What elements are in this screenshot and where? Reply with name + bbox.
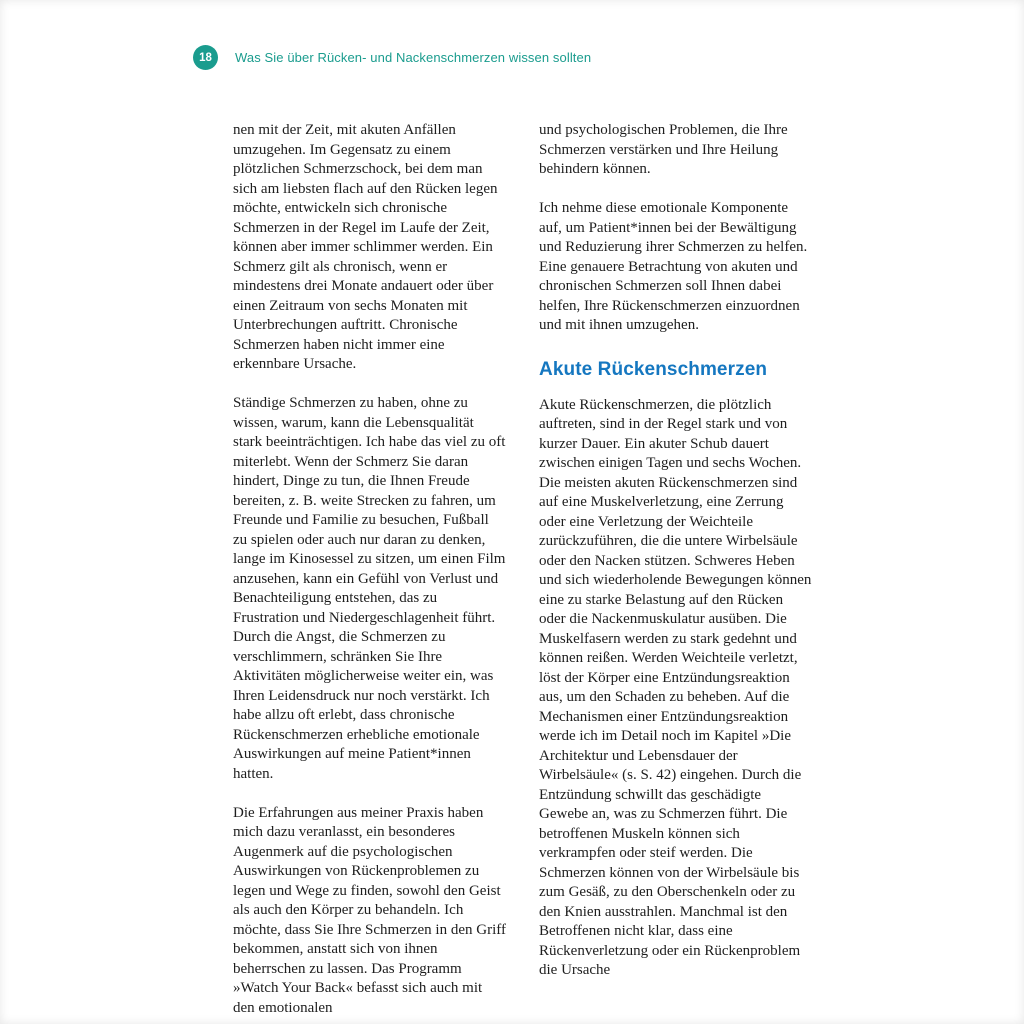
body-paragraph: und psychologischen Problemen, die Ihre Schmerzen verstärken und Ihre Heilung behindern können. xyxy=(539,122,788,177)
body-paragraph: Die Erfahrungen aus meiner Praxis haben mich dazu veranlasst, ein besonderes Augenmerk auf die psychologischen Auswirkungen von Rückenproblemen zu legen und Wege zu finden, sowohl den Geist als auch den Körper zu behandeln. Ich möchte, dass Sie Ihre Schmerzen in den Griff bekommen, anstatt sich von ihnen beherrschen zu lassen. Das Programm »Watch Your Back« befasst sich auch mit den emotionalen xyxy=(233,804,506,1016)
body-paragraph: Akute Rückenschmerzen, die plötzlich auftreten, sind in der Regel stark und von kurzer Dauer. Ein akuter Schub dauert zwischen einigen Tagen und sechs Wochen. Die meisten akuten Rückenschmerzen sind auf eine Muskelverletzung, eine Zerrung oder eine Verletzung der Weichteile zurückzuführen, die die untere Wirbelsäule oder den Nacken stützen. Schweres Heben und sich wiederholende Bewegungen können eine zu starke Belastung auf den Rücken oder die Nackenmuskulatur ausüben. Die Muskelfasern werden zu stark gedehnt und können reißen. Werden Weichteile verletzt, löst der Körper eine Entzündungsreaktion aus, um den Schaden zu beheben. Auf die Mechanismen einer Entzündungsreaktion werde ich im Detail noch im Kapitel »Die Architektur und Lebensdauer der Wirbelsäule« (s. S. 42) eingehen. Durch die Entzündung schwillt das geschädigte Gewebe an, was zu Schmerzen führt. Die betroffenen Muskeln können sich verkrampfen oder steif werden. Die Schmerzen können von der Wirbelsäule bis zum Gesäß, zu den Oberschenkeln oder zu den Knien ausstrahlen. Manchmal ist den Betroffenen nicht klar, dass eine Rückenverletzung oder ein Rückenproblem die Ursache xyxy=(539,396,812,978)
body-paragraph: nen mit der Zeit, mit akuten Anfällen umzugehen. Im Gegensatz zu einem plötzlichen Schmerzschock, bei dem man sich am liebsten flach auf den Rücken legen möchte, entwickeln sich chronische Schmerzen in der Regel im Laufe der Zeit, können aber immer schlimmer werden. Ein Schmerz gilt als chronisch, wenn er mindestens drei Monate andauert oder über einen Zeitraum von sechs Monaten mit Unterbrechungen auftritt. Chronische Schmerzen haben nicht immer eine erkennbare Ursache. xyxy=(233,122,498,372)
right-column xyxy=(539,121,812,1024)
page-number: 18 xyxy=(199,51,212,64)
body-paragraph: Ich nehme diese emotionale Komponente auf, um Patient*innen bei der Bewältigung und Reduzierung ihrer Schmerzen zu helfen. Eine genauere Betrachtung von akuten und chronischen Schmerzen soll Ihnen dabei helfen, Ihre Rückenschmerzen einzuordnen und mit ihnen umzugehen. xyxy=(539,200,808,333)
section-heading: Akute Rückenschmerzen xyxy=(539,358,768,380)
page-number-badge xyxy=(193,45,218,70)
left-column xyxy=(233,121,506,1024)
running-header-title: Was Sie über Rücken- und Nackenschmerzen wissen sollten xyxy=(235,50,592,65)
text-columns xyxy=(233,121,813,1024)
page-header xyxy=(193,45,591,70)
body-paragraph: Ständige Schmerzen zu haben, ohne zu wissen, warum, kann die Lebensqualität stark beeinträchtigen. Ich habe das viel zu oft miterlebt. Wenn der Schmerz Sie daran hindert, Dinge zu tun, die Ihnen Freude bereiten, z. B. weite Strecken zu fahren, um Freunde und Familie zu besuchen, Fußball zu spielen oder auch nur daran zu denken, lange im Kinosessel zu sitzen, um einen Film anzusehen, kann ein Gefühl von Verlust und Benachteiligung entstehen, das zu Frustration und Niedergeschlagenheit führt. Durch die Angst, die Schmerzen zu verschlimmern, schränken Sie Ihre Aktivitäten möglicherweise weiter ein, was Ihren Leidensdruck nur noch verstärkt. Ich habe allzu oft erlebt, dass chronische Rückenschmerzen erhebliche emotionale Auswirkungen auf meine Patient*innen hatten. xyxy=(233,395,506,782)
